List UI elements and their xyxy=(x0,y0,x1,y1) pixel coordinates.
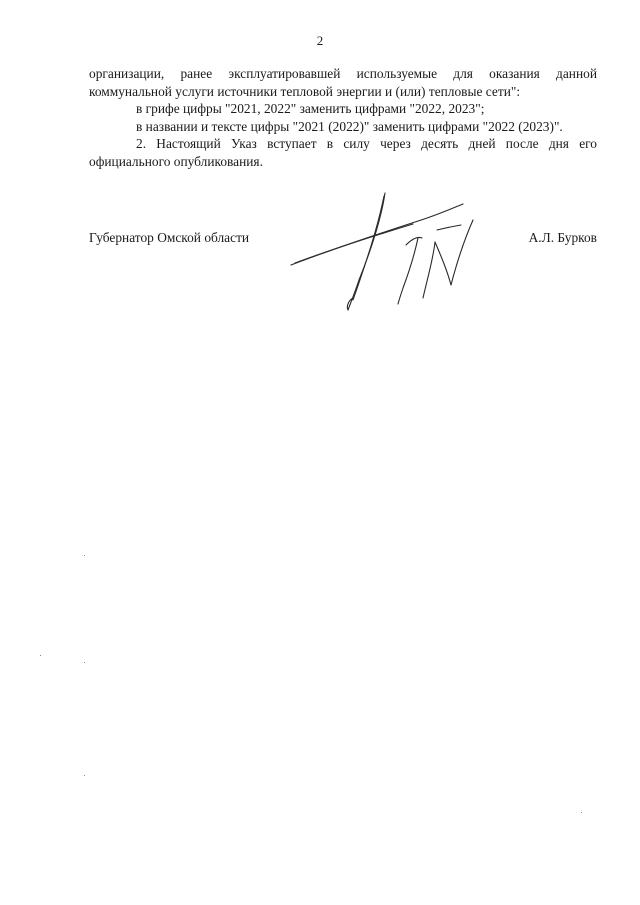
signature-block xyxy=(89,229,597,249)
scan-speck xyxy=(581,812,582,813)
signatory-position: Губернатор Омской области xyxy=(89,230,250,245)
scan-speck xyxy=(84,662,85,663)
scan-speck xyxy=(40,655,41,656)
document-body xyxy=(89,65,597,171)
paragraph-continuation: организации, ранее эксплуатировавшей используемые для оказания данной коммунальной услуги источники тепловой энергии и (или) тепловые сети": xyxy=(89,66,597,99)
signatory-name: А.Л. Бурков xyxy=(528,230,597,245)
scan-speck xyxy=(84,775,85,776)
page-number: 2 xyxy=(316,33,324,48)
paragraph-amendment-title: в названии и тексте цифры "2021 (2022)" заменить цифрами "2022 (2023)". xyxy=(136,118,563,134)
scan-speck xyxy=(84,555,85,556)
paragraph-entry-into-force: 2. Настоящий Указ вступает в силу через десять дней после дня его официального опубликования. xyxy=(89,136,597,169)
handwritten-signature xyxy=(285,190,510,320)
paragraph-amendment-stamp: в грифе цифры "2021, 2022" заменить цифрами "2022, 2023"; xyxy=(136,101,485,117)
